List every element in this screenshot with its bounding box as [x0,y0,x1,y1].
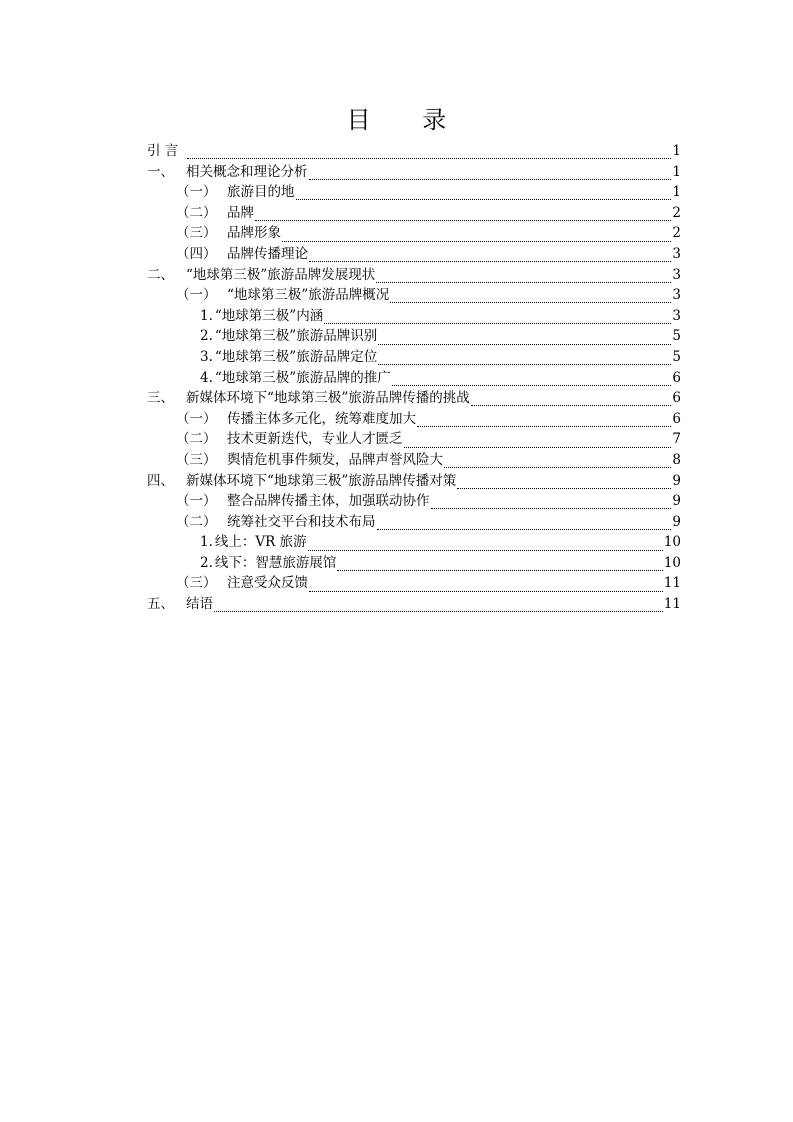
toc-entry-number: 3. [200,348,213,365]
toc-entry-title: 品牌 [227,204,254,221]
toc-page-number: 1 [672,143,681,159]
toc-dot-leader [282,230,671,242]
toc-page-number: 3 [672,287,681,304]
toc-entry[interactable] [147,450,681,471]
toc-dot-leader [308,539,663,551]
toc-page-number: 7 [672,431,681,448]
toc-entry[interactable] [147,491,681,512]
toc-dot-leader [296,188,672,200]
toc-entry-title: 整合品牌传播主体，加强联动协作 [227,493,430,510]
toc-page-number: 3 [672,307,681,324]
toc-entry-number: （二） [176,204,217,221]
toc-page-number: 6 [672,369,681,386]
toc-entry[interactable] [147,347,681,368]
toc-dot-leader [457,477,671,489]
toc-entry-title: 线下：智慧旅游展馆 [214,554,337,571]
toc-entry-number: 三、 [147,390,174,407]
toc-entry-number: 二、 [147,266,174,283]
toc-dot-leader [392,374,672,386]
toc-entry-number: （三） [176,451,217,468]
toc-entry[interactable] [147,326,681,347]
toc-entry-title: 注意受众反馈 [227,575,308,592]
toc-dot-leader [378,353,671,365]
toc-entry-title: “地球第三极”旅游品牌的推广 [214,369,391,386]
toc-page-number: 2 [672,204,681,221]
toc-page-number: 2 [672,225,681,242]
toc-entry-title: 新媒体环境下“地球第三极”旅游品牌传播对策 [186,472,457,489]
toc-page-number: 3 [672,245,681,262]
toc-dot-leader [214,600,663,612]
toc-entry[interactable] [147,429,681,450]
toc-page-number: 9 [672,493,681,510]
toc-entry[interactable] [147,162,681,183]
toc-entry[interactable] [147,203,681,224]
toc-page-number: 9 [672,472,681,489]
toc-entry-number: 引 言 [147,143,179,159]
toc-entry[interactable] [147,594,681,615]
toc-page-number: 10 [663,554,681,571]
toc-page-number: 5 [672,348,681,365]
toc-page-number: 11 [663,596,681,613]
toc-entry-title: “地球第三极”旅游品牌定位 [214,348,378,365]
toc-dot-leader [324,312,671,324]
table-of-contents [147,141,681,615]
toc-entry[interactable] [147,532,681,553]
toc-entry-number: （一） [176,184,217,201]
toc-entry-number: 四、 [147,472,174,489]
toc-entry-title: 传播主体多元化，统筹难度加大 [227,410,416,427]
toc-entry-title: “地球第三极”旅游品牌概况 [227,287,390,304]
toc-entry[interactable] [147,409,681,430]
toc-dot-leader [444,456,671,468]
toc-entry[interactable] [147,573,681,594]
toc-entry-title: 品牌传播理论 [227,245,308,262]
toc-page-number: 5 [672,328,681,345]
toc-entry-title: 统筹社交平台和技术布局 [227,513,376,530]
toc-entry-title: “地球第三极”内涵 [214,307,324,324]
toc-page-number: 6 [672,390,681,407]
toc-entry-title: 品牌形象 [227,225,281,242]
toc-page-number: 1 [672,163,681,180]
toc-entry-number: 4. [200,369,213,386]
toc-entry-title: “地球第三极”旅游品牌识别 [214,328,378,345]
toc-entry-number: （三） [176,225,217,242]
toc-entry[interactable] [147,244,681,265]
toc-dot-leader [377,518,672,530]
toc-page-number: 9 [672,513,681,530]
toc-page-number: 6 [672,410,681,427]
toc-entry-number: （二） [176,513,217,530]
toc-entry[interactable] [147,553,681,574]
toc-entry[interactable] [147,388,681,409]
toc-page-number: 1 [672,184,681,201]
toc-dot-leader [309,250,671,262]
toc-page-number: 3 [672,266,681,283]
toc-title: 目 录 [346,106,469,134]
toc-entry[interactable] [147,368,681,389]
toc-entry[interactable] [147,512,681,533]
toc-entry-title: 舆情危机事件频发，品牌声誉风险大 [227,451,443,468]
toc-entry-title: 旅游目的地 [227,184,295,201]
toc-page-number: 11 [663,575,681,592]
toc-dot-leader [378,333,671,345]
toc-entry-number: （一） [176,287,217,304]
toc-dot-leader [431,497,672,509]
toc-entry-number: （三） [176,575,217,592]
toc-dot-leader [309,580,663,592]
toc-entry-title: “地球第三极”旅游品牌发展现状 [186,266,376,283]
toc-entry-number: 1. [200,307,213,324]
toc-dot-leader [309,168,672,180]
toc-dot-leader [417,415,671,427]
toc-entry[interactable] [147,141,681,162]
toc-entry-title: 结语 [186,596,213,613]
toc-entry[interactable] [147,182,681,203]
toc-dot-leader [471,394,672,406]
toc-dot-leader [376,271,671,283]
toc-dot-leader [404,436,672,448]
toc-dot-leader [255,209,671,221]
toc-entry-number: 2. [200,328,213,345]
toc-dot-leader [390,291,671,303]
toc-entry[interactable] [147,285,681,306]
toc-entry[interactable] [147,265,681,286]
toc-page-number: 10 [663,534,681,551]
toc-dot-leader [337,559,662,571]
toc-entry-number: 五、 [147,596,174,613]
toc-entry-number: （二） [176,431,217,448]
toc-entry-title: 线上：VR 旅游 [214,534,307,551]
toc-entry[interactable] [147,223,681,244]
toc-entry-title: 新媒体环境下“地球第三极”旅游品牌传播的挑战 [186,390,470,407]
toc-entry[interactable] [147,306,681,327]
toc-entry-number: （四） [176,245,217,262]
toc-entry-title: 技术更新迭代，专业人才匮乏 [227,431,403,448]
toc-entry-number: 一、 [147,163,174,180]
toc-entry-title: 相关概念和理论分析 [186,163,308,180]
toc-page-number: 8 [672,451,681,468]
toc-entry-number: 2. [200,554,213,571]
toc-entry[interactable] [147,471,681,492]
toc-entry-number: （一） [176,493,217,510]
toc-entry-number: 1. [200,534,213,551]
toc-dot-leader [187,147,671,159]
toc-entry-number: （一） [176,410,217,427]
